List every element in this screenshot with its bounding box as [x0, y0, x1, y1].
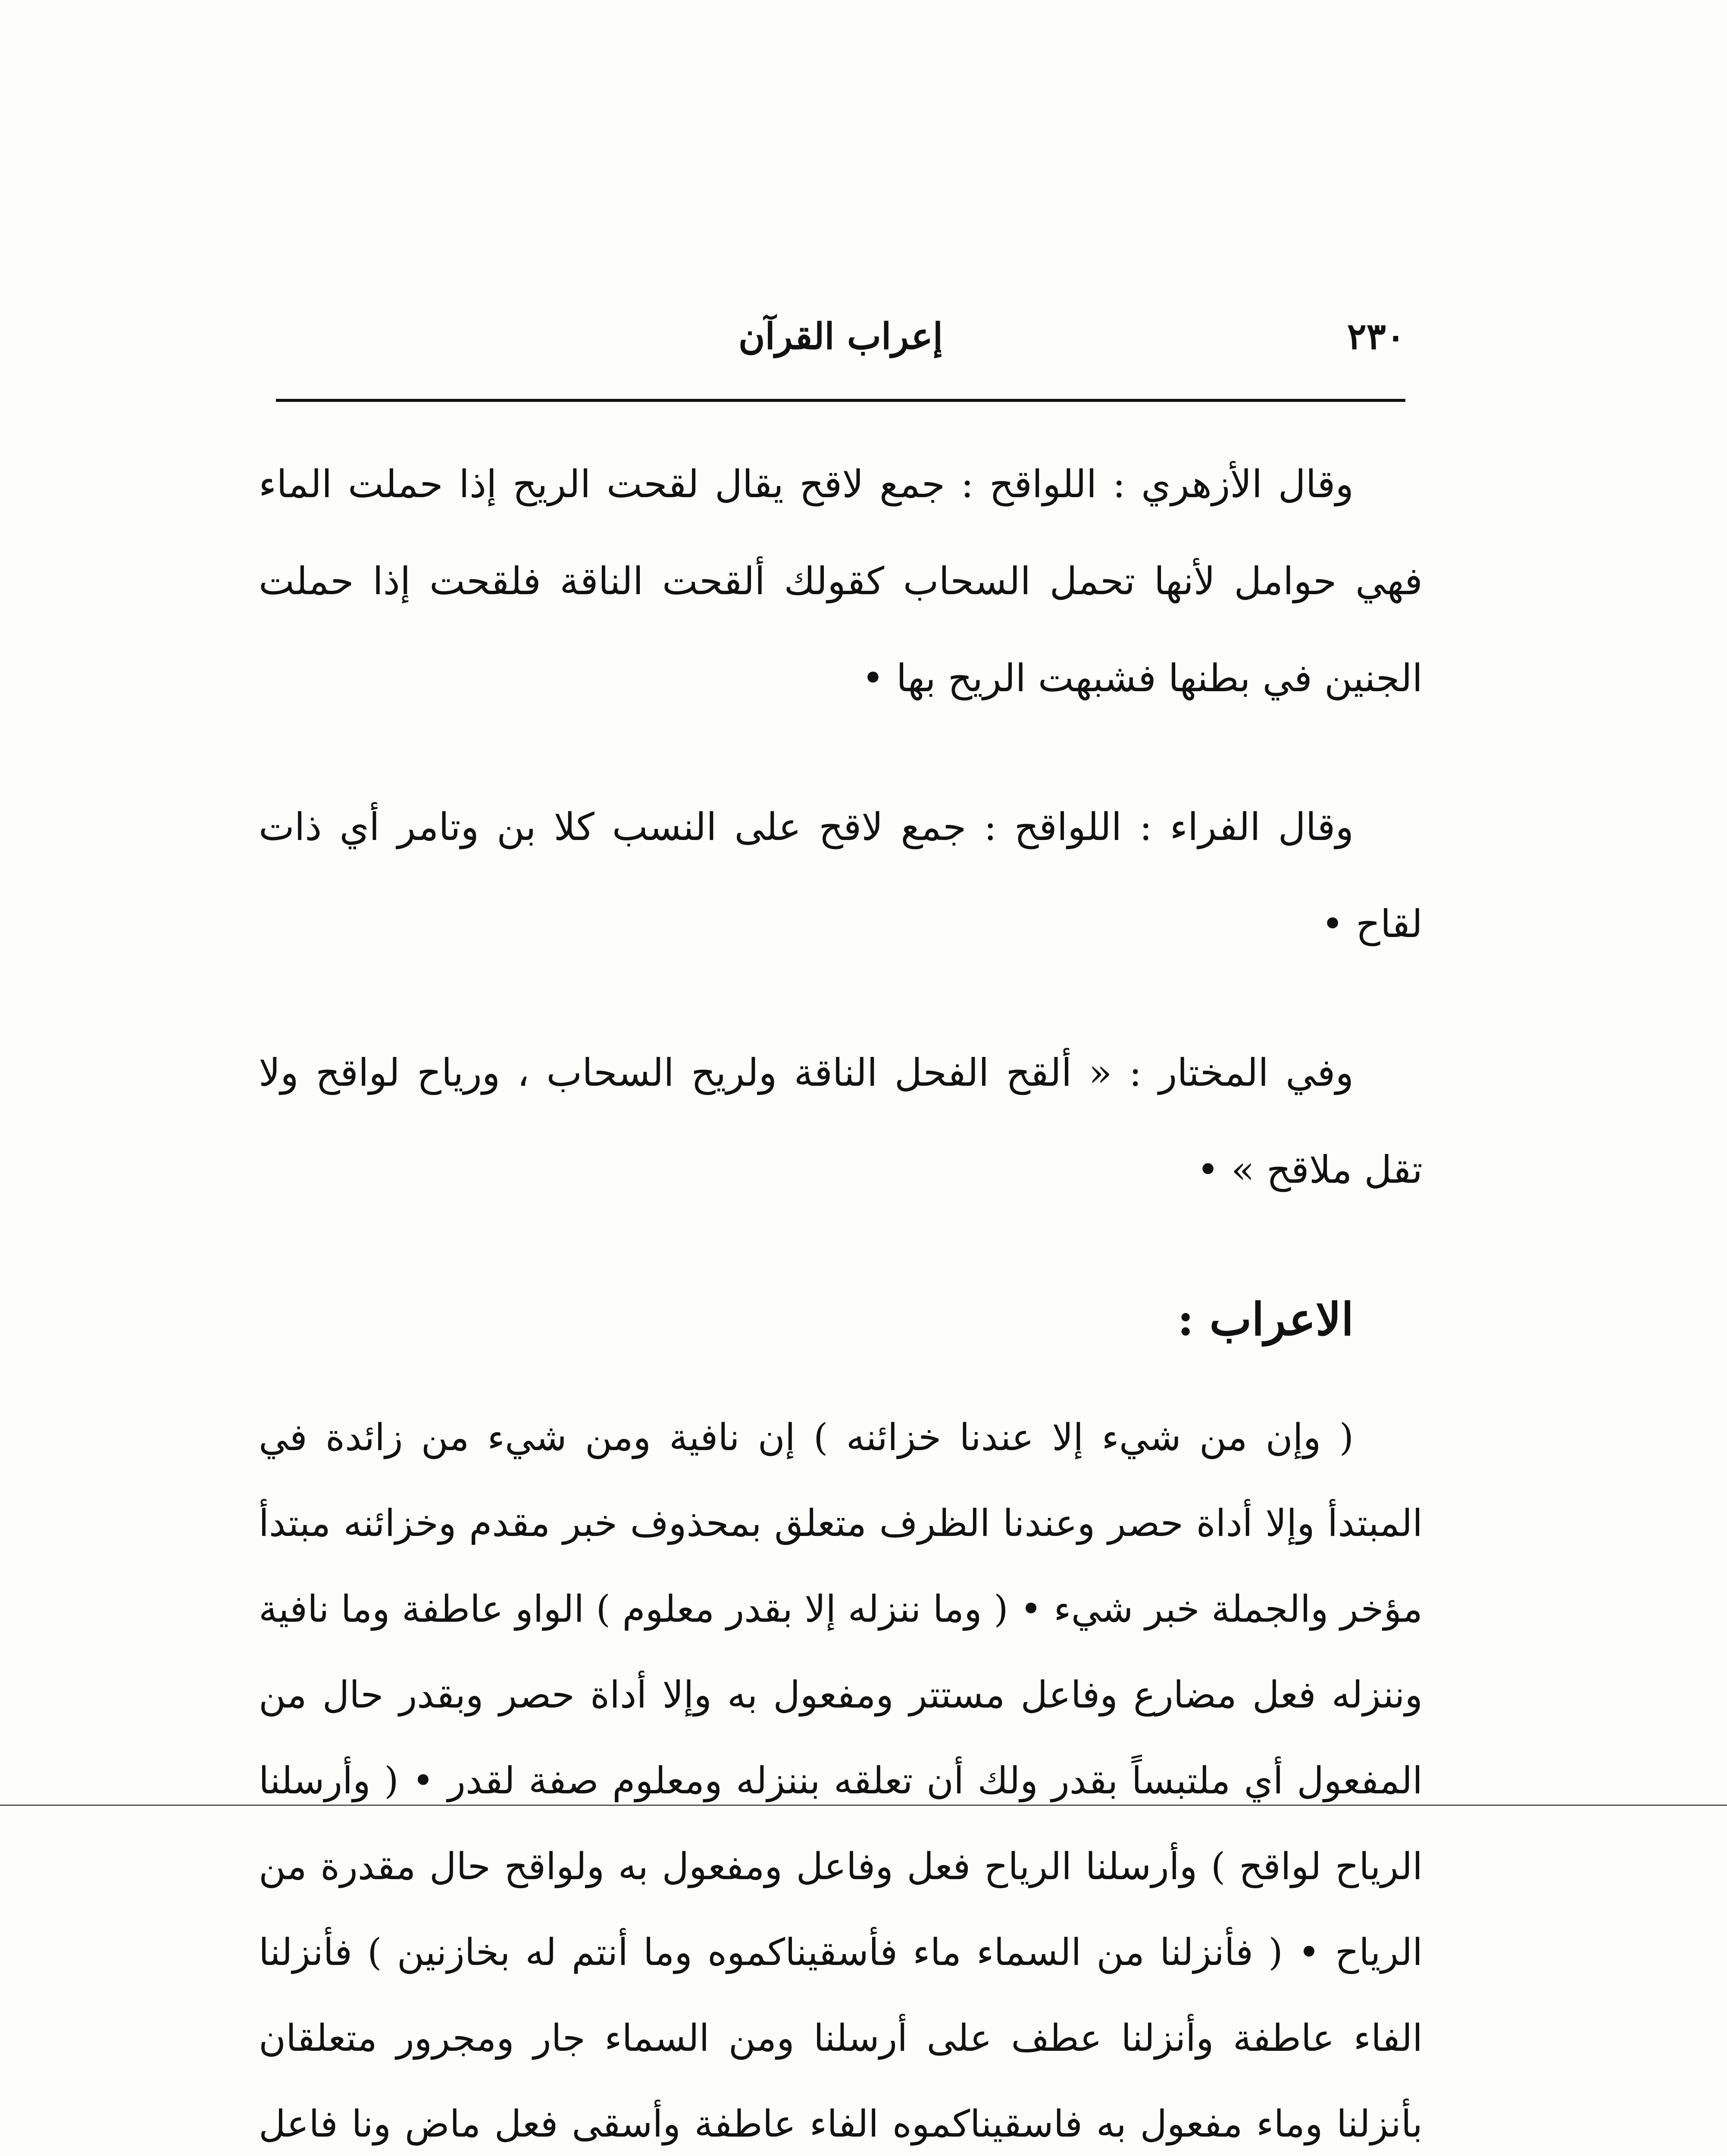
book-title: إعراب القرآن	[738, 315, 943, 357]
paragraph-farra: وقال الفراء : اللواقح : جمع لاقح على النسب كلا بن وتامر أي ذات لقاح •	[259, 805, 1423, 946]
paragraph-azhari: وقال الأزهري : اللواقح : جمع لاقح يقال لقحت الريح إذا حملت الماء فهي حوامل لأنها تحمل السحاب كقولك ألقحت الناقة فلقحت إذا حملت الجنين في بطنها فشبهت الريح بها •	[259, 462, 1423, 700]
header-divider	[276, 399, 1405, 402]
page-body	[259, 436, 1423, 2156]
paragraph-mukhtar: وفي المختار : « ألقح الفحل الناقة ولريح السحاب ، ورياح لواقح ولا تقل ملاقح » •	[259, 1050, 1423, 1192]
scan-artifact-line	[0, 1805, 1727, 1806]
page-header	[276, 302, 1405, 401]
page-number: ٢٣٠	[1347, 315, 1405, 357]
section-heading: الاعراب :	[1177, 1293, 1354, 1346]
irab-paragraph: ( وإن من شيء إلا عندنا خزائنه ) إن نافية ومن شيء من زائدة في المبتدأ وإلا أداة حصر وعندنا الظرف متعلق بمحذوف خبر مقدم وخزائنه مبتدأ مؤخر والجملة خبر شيء • ( وما ننزله إلا بقدر معلوم ) الواو عاطفة وما نافية وننزله فعل مضارع وفاعل مستتر ومفعول به وإلا أداة حصر وبقدر حال من المفعول أي ملتبساً بقدر ولك أن تعلقه بننزله ومعلوم صفة لقدر • ( وأرسلنا الرياح لواقح ) وأرسلنا الرياح فعل وفاعل ومفعول به ولواقح حال مقدرة من الرياح • ( فأنزلنا من السماء ماء فأسقيناكموه وما أنتم له بخازنين ) فأنزلنا الفاء عاطفة وأنزلنا عطف على أرسلنا ومن السماء جار ومجرور متعلقان بأنزلنا وماء مفعول به فاسقيناكموه الفاء عاطفة وأسقى فعل ماض ونا فاعل	[259, 1416, 1423, 2146]
